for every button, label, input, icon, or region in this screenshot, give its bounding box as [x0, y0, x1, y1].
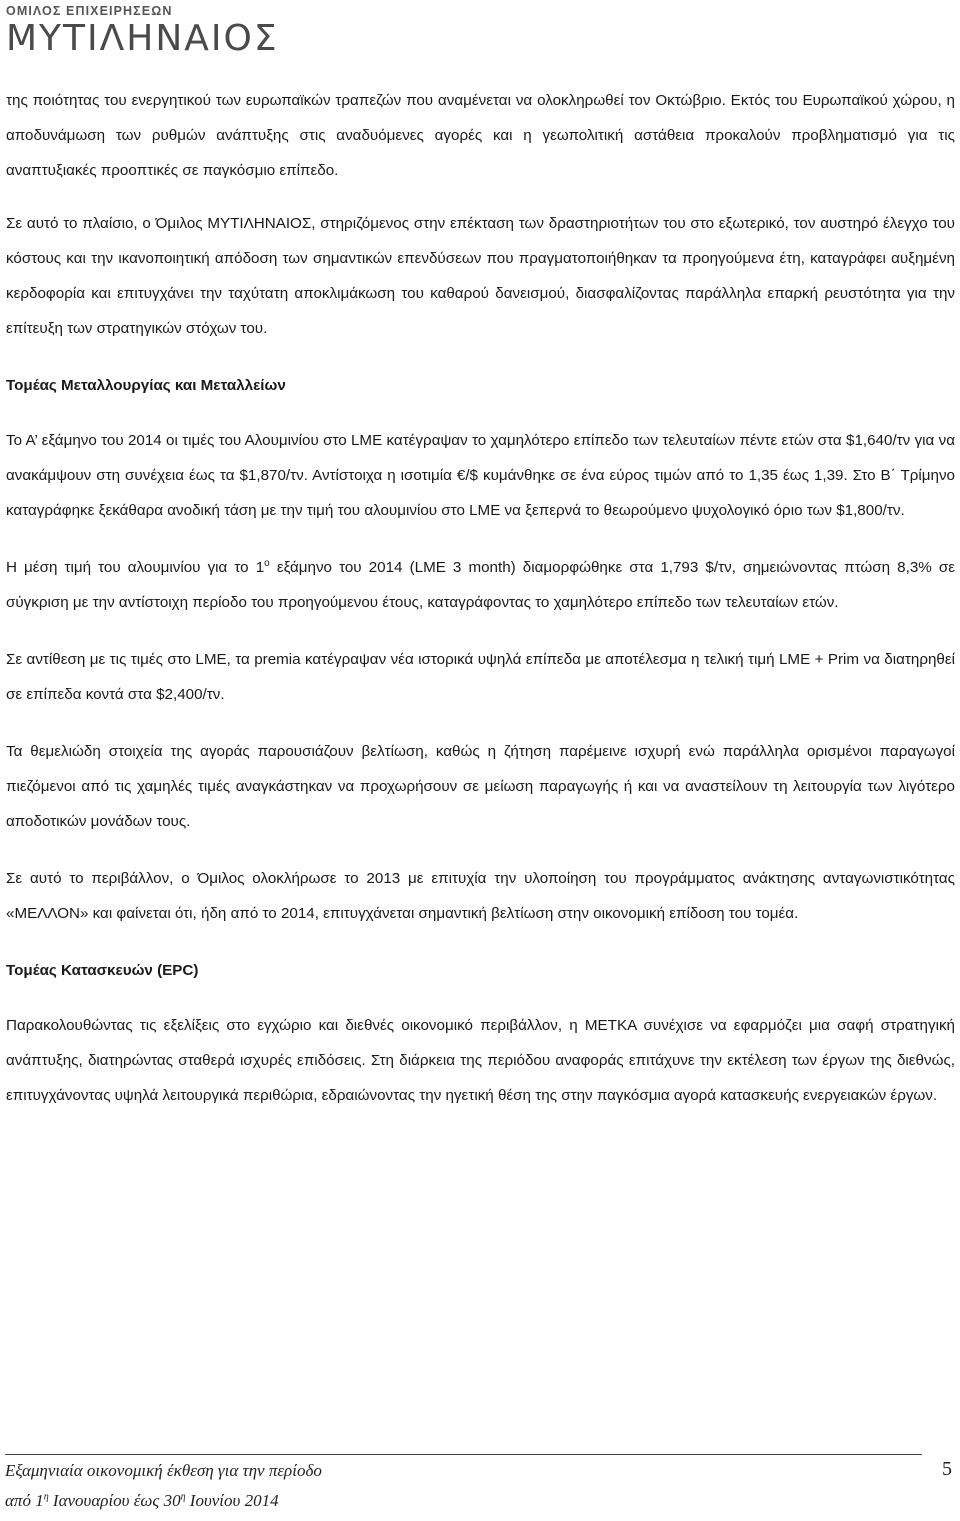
logo-title: ΜΥΤΙΛΗΝΑΙΟΣ: [6, 18, 279, 59]
company-logo: [6, 4, 306, 60]
footer-superscript-2: η: [180, 1491, 186, 1503]
document-body: [6, 83, 955, 1135]
section-heading-metallurgy: Τομέας Μεταλλουργίας και Μεταλλείων: [6, 377, 286, 394]
paragraph-4: [6, 550, 955, 620]
footer-line-2-part-b: Ιανουαρίου έως 30: [48, 1491, 181, 1510]
paragraph-4-part-a: Η μέση τιμή του αλουμινίου για το 1: [6, 559, 265, 576]
paragraph-1: της ποιότητας του ενεργητικού των ευρωπαϊκών τραπεζών που αναμένεται να ολοκληρωθεί τον Οκτώβριο. Εκτός του Ευρωπαϊκού χώρου, η αποδυνάμωση των ρυθμών ανάπτυξης στις αναδυόμενες αγορές και η γεωπολιτική αστάθεια προκαλούν προβληματισμό για τις αναπτυξιακές προοπτικές σε παγκόσμιο επίπεδο.: [6, 92, 955, 179]
footer-caption: [5, 1456, 322, 1516]
paragraph-4-superscript: ο: [264, 557, 270, 569]
paragraph-8: Παρακολουθώντας τις εξελίξεις στο εγχώριο και διεθνές οικονομικό περιβάλλον, η ΜΕΤΚΑ συνέχισε να εφαρμόζει μια σαφή στρατηγική ανάπτυξης, διατηρώντας σταθερά ισχυρές επιδόσεις. Στη διάρκεια της περιόδου αναφοράς επιτάχυνε την εκτέλεση των έργων της διεθνώς, επιτυγχάνοντας υψηλά λειτουργικά περιθώρια, εδραιώνοντας την ηγετική θέση της στην παγκόσμια αγορά κατασκευής ενεργειακών έργων.: [6, 1017, 955, 1104]
page-number: 5: [942, 1458, 952, 1480]
footer-line-2-part-a: από 1: [5, 1491, 44, 1510]
paragraph-6: Τα θεμελιώδη στοιχεία της αγοράς παρουσιάζουν βελτίωση, καθώς η ζήτηση παρέμεινε ισχυρή ενώ παράλληλα ορισμένοι παραγωγοί πιεζόμενοι από τις χαμηλές τιμές αναγκάστηκαν να προχωρήσουν σε μείωση παραγωγής ή και να αναστείλουν τη λειτουργία των λιγότερο αποδοτικών μονάδων τους.: [6, 743, 955, 830]
footer-line-2-part-c: Ιουνίου 2014: [185, 1491, 279, 1510]
section-heading-construction: Τομέας Κατασκευών (EPC): [6, 962, 199, 979]
footer-line-2: [5, 1486, 322, 1516]
paragraph-5: Σε αντίθεση με τις τιμές στο LME, τα premia κατέγραψαν νέα ιστορικά υψηλά επίπεδα με αποτέλεσμα η τελική τιμή LME + Prim να διατηρηθεί σε επίπεδα κοντά στα $2,400/τν.: [6, 651, 955, 703]
footer-divider: [5, 1454, 922, 1455]
paragraph-7: Σε αυτό το περιβάλλον, ο Όμιλος ολοκλήρωσε το 2013 με επιτυχία την υλοποίηση του προγράμματος ανάκτησης ανταγωνιστικότητας «ΜΕΛΛΟΝ» και φαίνεται ότι, ήδη από το 2014, επιτυγχάνεται σημαντική βελτίωση στην οικονομική επίδοση του τομέα.: [6, 870, 955, 922]
paragraph-3: Το Α’ εξάμηνο του 2014 οι τιμές του Αλουμινίου στο LME κατέγραψαν το χαμηλότερο επίπεδο των τελευταίων πέντε ετών στα $1,640/τν για να ανακάμψουν στη συνέχεια έως τα $1,870/τν. Αντίστοιχα η ισοτιμία €/$ κυμάνθηκε σε ένα εύρος τιμών από το 1,35 έως 1,39. Στο Β΄ Τρίμηνο καταγράφηκε ξεκάθαρα ανοδική τάση με την τιμή του αλουμινίου στο LME να ξεπερνά το θεωρούμενο ψυχολογικό όριο των $1,800/τν.: [6, 432, 955, 519]
logo-subtitle: ΟΜΙΛΟΣ ΕΠΙΧΕΙΡΗΣΕΩΝ: [6, 4, 173, 18]
footer-line-1: Εξαμηνιαία οικονομική έκθεση για την περίοδο: [5, 1461, 322, 1480]
footer-superscript-1: η: [43, 1491, 49, 1503]
paragraph-4-part-b: εξάμηνο του 2014 (LME 3 month) διαμορφώθηκε στα 1,793 $/τν, σημειώνοντας πτώση 8,3% σε σύγκριση με την αντίστοιχη περίοδο του προηγούμενου έτους, καταγράφοντας το χαμηλότερο επίπεδο των τελευταίων ετών.: [6, 559, 956, 611]
paragraph-2: Σε αυτό το πλαίσιο, ο Όμιλος ΜΥΤΙΛΗΝΑΙΟΣ, στηριζόμενος στην επέκταση των δραστηριοτήτων του στο εξωτερικό, τον αυστηρό έλεγχο του κόστους και την ικανοποιητική απόδοση των σημαντικών επενδύσεων που πραγματοποιήθηκαν τα προηγούμενα έτη, καταγράφει αυξημένη κερδοφορία και επιτυγχάνει την ταχύτατη αποκλιμάκωση του καθαρού δανεισμού, διασφαλίζοντας παράλληλα επαρκή ρευστότητα για την επίτευξη των στρατηγικών στόχων του.: [6, 215, 955, 337]
